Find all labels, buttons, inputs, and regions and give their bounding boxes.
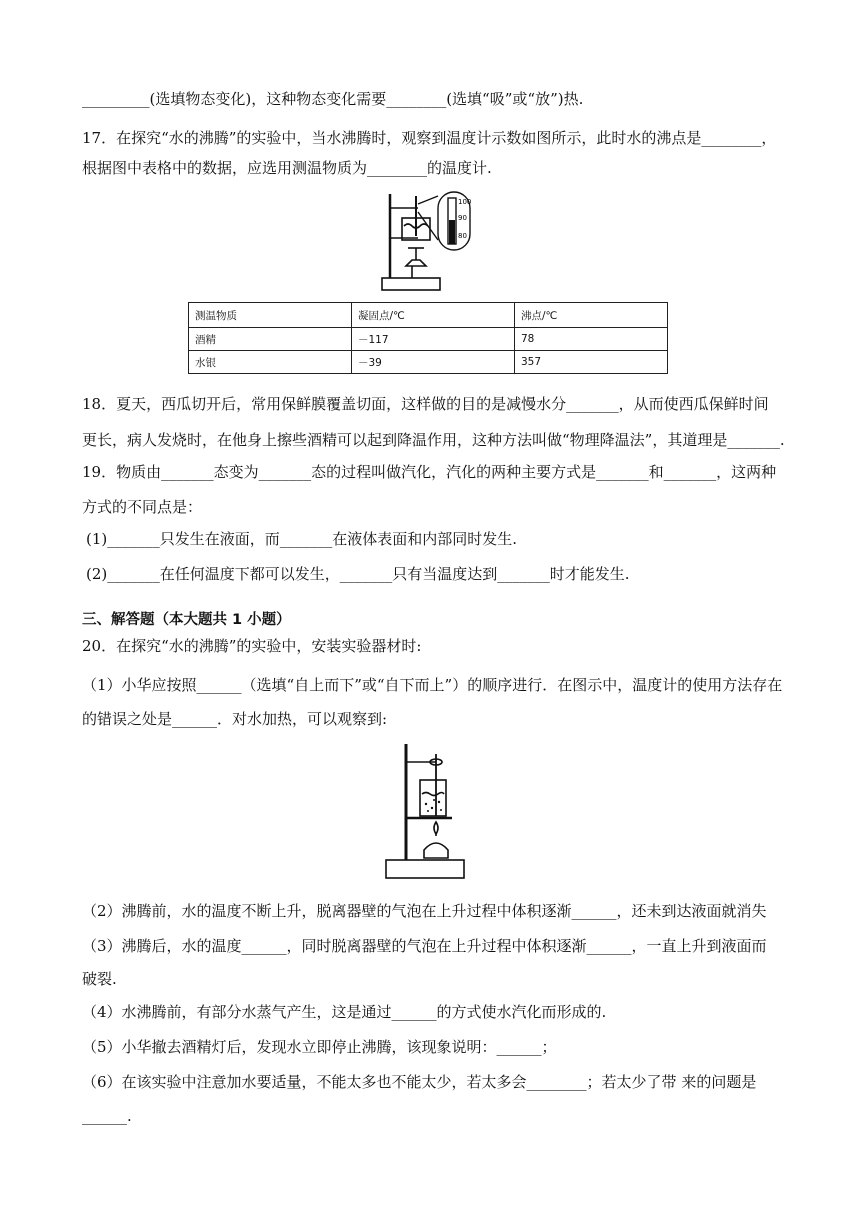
table-row: [189, 328, 668, 351]
table-cell: －39: [352, 351, 515, 374]
thermometer-tick-90: 90: [458, 214, 467, 222]
question-20-5: （5）小华撤去酒精灯后，发现水立即停止沸腾，该现象说明：______；: [82, 1038, 557, 1056]
table-cell: 357: [515, 351, 668, 374]
question-18-line-2: 更长，病人发烧时，在他身上擦些酒精可以起到降温作用，这种方法叫做“物理降温法”，其道理是_______.: [82, 431, 785, 449]
thermometer-tick-100: 100: [458, 198, 472, 206]
thermometer-tick-80: 80: [458, 232, 467, 240]
table-header-row: [189, 303, 668, 328]
question-20-3-line-1: （3）沸腾后，水的温度______，同时脱离器壁的气泡在上升过程中体积逐渐______，一直上升到液面而: [82, 937, 767, 955]
question-20-6-line-1: （6）在该实验中注意加水要适量，不能太多也不能太少，若太多会________；若太少了带 来的问题是: [82, 1073, 757, 1091]
data-table: [188, 302, 668, 374]
question-20-1-line-2: 的错误之处是______．对水加热，可以观察到:: [82, 710, 388, 728]
apparatus-stand: [382, 194, 440, 290]
question-19-line-2: 方式的不同点是：: [82, 498, 203, 516]
question-19-line-1: 19．物质由_______态变为_______态的过程叫做汽化，汽化的两种主要方式是_______和_______，这两种: [82, 463, 777, 481]
line-1: _________(选填物态变化)，这种物态变化需要________(选填“吸”或“放”)热.: [82, 90, 584, 108]
table-row: [189, 351, 668, 374]
question-17-line-1: 17．在探究“水的沸腾”的实验中，当水沸腾时，观察到温度计示数如图所示，此时水的沸点是________，: [82, 129, 777, 147]
table-header-cell: 沸点/℃: [515, 303, 668, 328]
table-cell: －117: [352, 328, 515, 351]
table-header-cell: 测温物质: [189, 303, 352, 328]
question-20-2: （2）沸腾前，水的温度不断上升，脱离器壁的气泡在上升过程中体积逐渐______，还未到达液面就消失: [82, 902, 767, 920]
question-19-line-4: (2)_______在任何温度下都可以发生，_______只有当温度达到_______时才能发生.: [86, 565, 630, 583]
section-title: 三、解答题（本大题共 1 小题）: [82, 612, 291, 628]
question-20-6-line-2: ______.: [82, 1107, 132, 1125]
question-20-1-line-1: （1）小华应按照______（选填“自上而下”或“自下而上”）的顺序进行．在图示中，温度计的使用方法存在: [82, 676, 783, 694]
figure-boiling-thermometer: [378, 190, 474, 298]
table-cell: 水银: [189, 351, 352, 374]
question-18-line-1: 18．夏天，西瓜切开后，常用保鲜膜覆盖切面，这样做的目的是减慢水分_______，从而使西瓜保鲜时间: [82, 395, 769, 413]
table-cell: 酒精: [189, 328, 352, 351]
question-20-4: （4）水沸腾前，有部分水蒸气产生，这是通过______的方式使水汽化而形成的.: [82, 1003, 607, 1021]
question-17-line-2: 根据图中表格中的数据，应选用测温物质为________的温度计.: [82, 159, 492, 177]
question-20-stem: 20．在探究“水的沸腾”的实验中，安装实验器材时:: [82, 637, 422, 655]
question-19-line-3: (1)_______只发生在液面，而_______在液体表面和内部同时发生.: [86, 530, 518, 548]
table-header-cell: 凝固点/℃: [352, 303, 515, 328]
question-20-3-line-2: 破裂.: [82, 970, 117, 988]
figure-boiling-apparatus: [384, 740, 468, 882]
table-cell: 78: [515, 328, 668, 351]
